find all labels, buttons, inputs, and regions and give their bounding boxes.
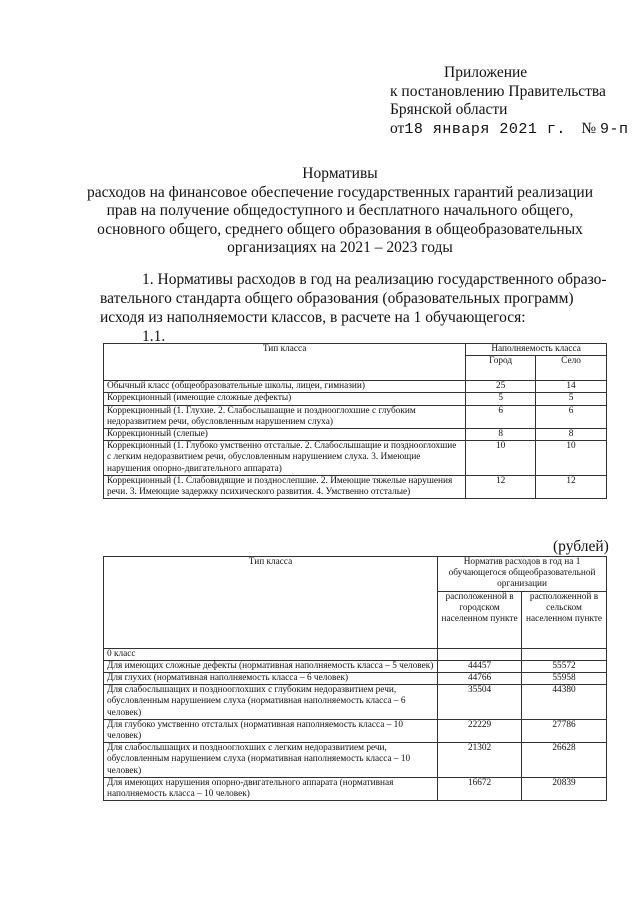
table2-row-type: Для слабослышащих и позднооглохших с глубоким недоразвитием речи, обусловленным нарушением слуха (нормативная наполняемость класса – 6 человек) [104, 685, 438, 720]
section-1-paragraph [100, 270, 607, 346]
table2-header-village: расположенной в сельском населенном пункте [522, 591, 607, 648]
table2-row-village: 55572 [522, 660, 607, 672]
table2-row-type: Для имеющих нарушения опорно-двигательного аппарата (нормативная наполняемость класса – 10 человек) [104, 777, 438, 800]
table-row [104, 660, 607, 672]
appendix-block [390, 64, 629, 139]
table-row [104, 441, 607, 476]
table1-header-row [104, 344, 607, 356]
table2-header-city: расположенной в городском населенном пункте [438, 591, 522, 648]
table1-row-type: Коррекционный (имеющие сложные дефекты) [104, 393, 466, 405]
table1-header-type: Тип класса [104, 344, 466, 381]
table1-row-village: 14 [536, 381, 607, 393]
table1-row-city: 6 [466, 405, 536, 428]
table1-row-city: 5 [466, 393, 536, 405]
table1-row-village: 6 [536, 405, 607, 428]
appendix-from-label: от [390, 119, 405, 137]
section-1-line-2: вательного стандарта общего образования (образовательных программ) [100, 290, 574, 307]
table2-empty-cell [522, 648, 607, 660]
table-row [104, 405, 607, 428]
table2-row-type: Для имеющих сложные дефекты (нормативная наполняемость класса – 5 человек) [104, 660, 438, 672]
table1-row-city: 8 [466, 429, 536, 441]
table2-header-type: Тип класса [104, 557, 438, 649]
title-line-4: основного общего, среднего общего образования в общеобразовательных [97, 220, 583, 238]
table-row [104, 743, 607, 778]
document-title [60, 165, 620, 258]
title-line-2: расходов на финансовое обеспечение государственных гарантий реализации [87, 183, 593, 201]
table2-row-city: 16672 [438, 777, 522, 800]
table2-row-city: 22229 [438, 719, 522, 742]
table-row [104, 393, 607, 405]
table2-row-city: 44457 [438, 660, 522, 672]
appendix-number-label: № [581, 119, 597, 137]
appendix-date: 18 января 2021 г. [404, 120, 566, 138]
table1-row-village: 12 [536, 475, 607, 498]
appendix-decree: к постановлению Правительства [390, 82, 606, 100]
table2-section-row [104, 648, 607, 660]
table2-row-city: 44766 [438, 673, 522, 685]
table2-header-row [104, 557, 607, 592]
section-1-line-1: 1. Нормативы расходов в год на реализацию государственного образо- [142, 271, 607, 288]
section-1-1-label: 1.1. [142, 328, 166, 345]
title-line-3: прав на получение общедоступного и бесплатного начального общего, [106, 202, 574, 219]
table2-row-type: Для слабослышащих и позднооглохших с легким недоразвитием речи, обусловленным нарушением слуха (нормативная наполняемость класса – 10 человек) [104, 743, 438, 778]
table1-row-type: Коррекционный (1. Глухие. 2. Слабослышащие и позднооглохшие с глубоким недоразвитием речи, обусловленным нарушением слуха) [104, 405, 466, 428]
title-line-5: организациях на 2021 – 2023 годы [227, 239, 453, 256]
table1-row-type: Коррекционный (1. Слабовидящие и позднослепшие. 2. Имеющие тяжелые нарушения речи. 3. Имеющие задержку психического развития. 4. Умственно отсталые) [104, 475, 466, 498]
appendix-date-line [390, 120, 629, 140]
appendix-number: 9-п [600, 120, 629, 138]
table-row [104, 719, 607, 742]
table2-row-village: 55958 [522, 673, 607, 685]
appendix-title: Приложение [444, 64, 528, 81]
table1-row-city: 12 [466, 475, 536, 498]
table2-row-city: 21302 [438, 743, 522, 778]
table1-row-village: 5 [536, 393, 607, 405]
section-1-line-3: исходя из наполняемости классов, в расчете на 1 обучающегося: [100, 309, 526, 326]
table2-row-village: 26628 [522, 743, 607, 778]
table1-header-fill: Наполняемость класса [466, 344, 607, 356]
table1-row-city: 25 [466, 381, 536, 393]
table2-row-city: 35504 [438, 685, 522, 720]
table2-row-type: Для глухих (нормативная наполняемость класса – 6 человек) [104, 673, 438, 685]
table1-row-type: Коррекционный (1. Глубоко умственно отсталые. 2. Слабослышащие и позднооглохшие с легким недоразвитием речи, обусловленным нарушением слуха. 3. Имеющие нарушения опорно-двигательного аппарата) [104, 441, 466, 476]
table1-row-city: 10 [466, 441, 536, 476]
title-line-1: Нормативы [302, 165, 378, 182]
norm-expense-table [103, 556, 607, 801]
table-row [104, 777, 607, 800]
table1-header-village: Село [536, 356, 607, 381]
class-fill-table [103, 343, 607, 499]
currency-note: (рублей) [553, 538, 609, 555]
table2-row-village: 20839 [522, 777, 607, 800]
table-row [104, 429, 607, 441]
table-row [104, 475, 607, 498]
table-row [104, 685, 607, 720]
table1-row-type: Коррекционный (слепые) [104, 429, 466, 441]
table2-row-village: 44380 [522, 685, 607, 720]
table2-empty-cell [438, 648, 522, 660]
appendix-region: Брянской области [390, 101, 508, 118]
table2-header-norm: Норматив расходов в год на 1 обучающегося общеобразовательной организации [438, 557, 607, 592]
table2-row-village: 27786 [522, 719, 607, 742]
table1-header-city: Город [466, 356, 536, 381]
table2-section-label: 0 класс [104, 648, 438, 660]
table-row [104, 673, 607, 685]
table1-row-type: Обычный класс (общеобразовательные школы, лицеи, гимназии) [104, 381, 466, 393]
table-row [104, 381, 607, 393]
table1-row-village: 10 [536, 441, 607, 476]
table1-row-village: 8 [536, 429, 607, 441]
table2-row-type: Для глубоко умственно отсталых (нормативная наполняемость класса – 10 человек) [104, 719, 438, 742]
